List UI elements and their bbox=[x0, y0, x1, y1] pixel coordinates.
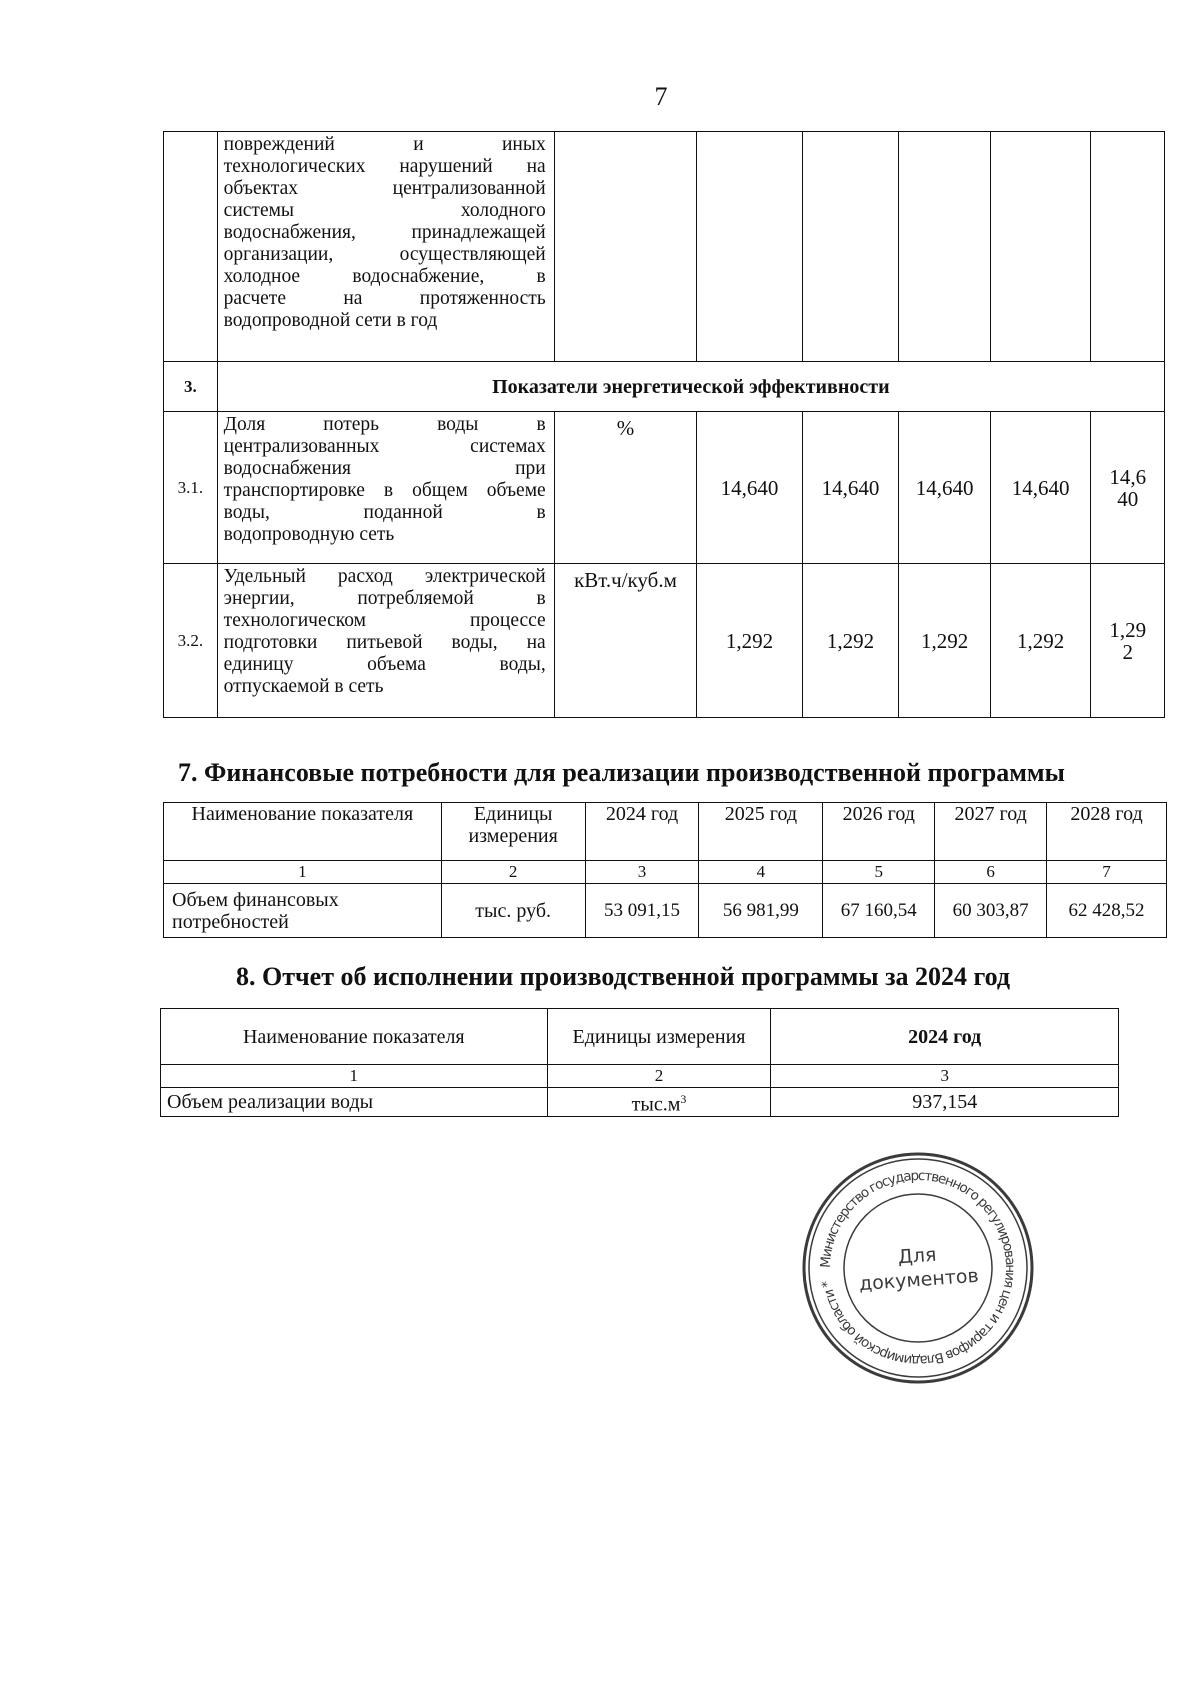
financial-needs-table bbox=[163, 802, 1167, 938]
header-cell: 2024 год bbox=[585, 803, 699, 861]
table-row bbox=[161, 1088, 1119, 1117]
unit-cell: кВт.ч/куб.м bbox=[554, 564, 697, 718]
value-cell bbox=[802, 132, 899, 362]
table-row bbox=[164, 564, 1165, 718]
header-cell: 2025 год bbox=[699, 803, 823, 861]
index-cell: 3 bbox=[585, 861, 699, 884]
description-line: Удельный расход электрической bbox=[223, 566, 546, 587]
indicator-description bbox=[217, 564, 554, 718]
table-row bbox=[164, 884, 1167, 938]
description-line: технологическом процессе bbox=[223, 610, 546, 631]
index-cell: 5 bbox=[823, 861, 935, 884]
description-line: повреждений и иных bbox=[223, 134, 546, 155]
section-7-heading: 7. Финансовые потребности для реализации производственной программы bbox=[178, 758, 1065, 787]
stamp-outer-ring bbox=[804, 1154, 1032, 1382]
stamp-center-line2: документов bbox=[858, 1264, 980, 1296]
value-cell bbox=[1091, 132, 1165, 362]
description-line: транспортировке в общем объеме bbox=[223, 480, 546, 501]
section-row bbox=[164, 362, 1165, 412]
indicator-name: Объем реализации воды bbox=[161, 1088, 548, 1117]
value-cell: 14,640 bbox=[697, 412, 802, 564]
description-line: объектах централизованной bbox=[223, 178, 546, 199]
description-line: холодное водоснабжение, в bbox=[223, 266, 546, 287]
row-number: 3.1. bbox=[164, 412, 218, 564]
section-number: 3. bbox=[164, 362, 218, 412]
description-line: энергии, потребляемой в bbox=[223, 588, 546, 609]
value-part: 2 bbox=[1122, 639, 1133, 664]
description-line: технологических нарушений на bbox=[223, 156, 546, 177]
index-cell: 1 bbox=[161, 1065, 548, 1088]
value-cell: 56 981,99 bbox=[699, 884, 823, 938]
description-line: водоснабжения при bbox=[223, 458, 546, 479]
section-8-heading: 8. Отчет об исполнении производственной программы за 2024 год bbox=[236, 962, 1011, 991]
unit-text: тыс.м bbox=[631, 1093, 681, 1116]
index-row bbox=[164, 861, 1167, 884]
description-line: системы холодного bbox=[223, 200, 546, 221]
description-line: Доля потерь воды в bbox=[223, 414, 546, 435]
unit-cell: тыс. руб. bbox=[441, 884, 585, 938]
unit-cell: % bbox=[554, 412, 697, 564]
table-row bbox=[164, 412, 1165, 564]
index-cell: 3 bbox=[771, 1065, 1119, 1088]
value-cell-wrapped bbox=[1091, 412, 1165, 564]
section-title: Показатели энергетической эффективности bbox=[217, 362, 1164, 412]
page-number: 7 bbox=[654, 82, 668, 111]
description-line: организации, осуществляющей bbox=[223, 244, 546, 265]
value-cell: 67 160,54 bbox=[823, 884, 935, 938]
value-cell: 14,640 bbox=[802, 412, 899, 564]
unit-cell bbox=[547, 1088, 771, 1117]
index-cell: 7 bbox=[1047, 861, 1167, 884]
value-part: 1,29 bbox=[1109, 617, 1147, 642]
description-line: воды, поданной в bbox=[223, 502, 546, 523]
unit-cell bbox=[554, 132, 697, 362]
description-line: водопроводной сети в год bbox=[223, 310, 438, 331]
value-cell: 937,154 bbox=[771, 1088, 1119, 1117]
value-cell: 1,292 bbox=[697, 564, 802, 718]
value-cell: 1,292 bbox=[802, 564, 899, 718]
index-cell: 2 bbox=[547, 1065, 771, 1088]
header-cell: Единицы измерения bbox=[441, 803, 585, 861]
row-number-cell bbox=[164, 132, 218, 362]
description-line: водопроводную сеть bbox=[223, 524, 395, 545]
description-line: отпускаемой в сеть bbox=[223, 676, 384, 697]
description-line: централизованных системах bbox=[223, 436, 546, 457]
index-cell: 6 bbox=[935, 861, 1047, 884]
value-cell: 14,640 bbox=[899, 412, 991, 564]
value-cell: 62 428,52 bbox=[1047, 884, 1167, 938]
header-row bbox=[164, 803, 1167, 861]
value-part: 40 bbox=[1117, 486, 1139, 511]
stamp-inner-ring bbox=[809, 1159, 1027, 1377]
description-line: расчете на протяженность bbox=[223, 288, 546, 309]
stamp-center-line1: Для bbox=[897, 1243, 938, 1269]
header-row bbox=[161, 1009, 1119, 1065]
indicators-table bbox=[163, 131, 1165, 718]
description-line: единицу объема воды, bbox=[223, 654, 546, 675]
header-cell: 2028 год bbox=[1047, 803, 1167, 861]
value-cell: 1,292 bbox=[990, 564, 1091, 718]
row-number: 3.2. bbox=[164, 564, 218, 718]
index-cell: 4 bbox=[699, 861, 823, 884]
indicator-description bbox=[217, 132, 554, 362]
value-cell bbox=[990, 132, 1091, 362]
table-row bbox=[164, 132, 1165, 362]
index-cell: 2 bbox=[441, 861, 585, 884]
header-cell: 2024 год bbox=[771, 1009, 1119, 1065]
value-cell: 60 303,87 bbox=[935, 884, 1047, 938]
index-row bbox=[161, 1065, 1119, 1088]
value-cell: 14,640 bbox=[990, 412, 1091, 564]
indicator-description bbox=[217, 412, 554, 564]
header-cell: 2026 год bbox=[823, 803, 935, 861]
value-part: 14,6 bbox=[1109, 464, 1147, 489]
program-report-table bbox=[160, 1008, 1119, 1117]
unit-superscript: 3 bbox=[680, 1092, 687, 1106]
header-cell: Наименование показателя bbox=[164, 803, 442, 861]
value-cell bbox=[697, 132, 802, 362]
header-cell: Наименование показателя bbox=[161, 1009, 548, 1065]
official-stamp bbox=[800, 1150, 1036, 1386]
description-line: подготовки питьевой воды, на bbox=[223, 632, 546, 653]
value-cell bbox=[899, 132, 991, 362]
indicator-name: Объем финансовых потребностей bbox=[164, 884, 442, 938]
description-line: водоснабжения, принадлежащей bbox=[223, 222, 546, 243]
value-cell: 53 091,15 bbox=[585, 884, 699, 938]
index-cell: 1 bbox=[164, 861, 442, 884]
header-cell: Единицы измерения bbox=[547, 1009, 771, 1065]
header-cell: 2027 год bbox=[935, 803, 1047, 861]
value-cell: 1,292 bbox=[899, 564, 991, 718]
value-cell-wrapped bbox=[1091, 564, 1165, 718]
stamp-ring-text: Министерство государственного регулирования цен и тарифов Владимирской области * bbox=[817, 1167, 1019, 1369]
